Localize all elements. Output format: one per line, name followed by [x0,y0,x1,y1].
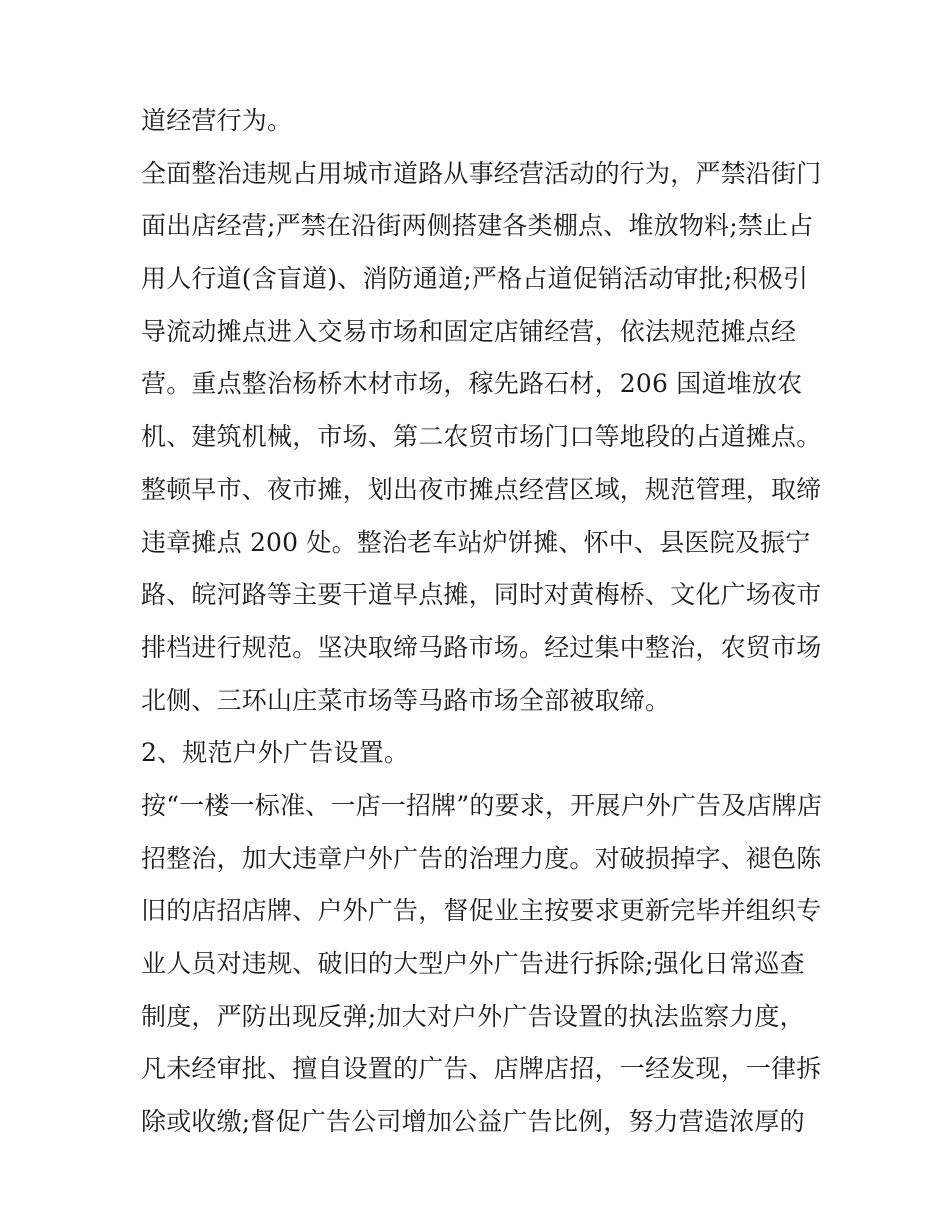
text-line: 机、建筑机械，市场、第二农贸市场门口等地段的占道摊点。 [141,422,822,452]
text-line: 制度，严防出现反弹;加大对户外广告设置的执法监察力度， [141,1001,805,1031]
text-line: 违章摊点 200 处。整治老车站炉饼摊、怀中、县医院及振宁 [141,527,811,557]
text-line: 用人行道(含盲道)、消防通道;严格占道促销活动审批;积极引 [141,264,809,294]
text-line: 路、皖河路等主要干道早点摊，同时对黄梅桥、文化广场夜市 [141,580,822,610]
text-line: 导流动摊点进入交易市场和固定店铺经营，依法规范摊点经 [141,316,797,346]
text-line: 凡未经审批、擅自设置的广告、店牌店招，一经发现，一律拆 [141,1054,822,1084]
section-heading: 2、规范户外广告设置。 [141,738,410,768]
text-line: 按“一楼一标准、一店一招牌”的要求，开展户外广告及店牌店 [141,790,823,820]
text-line: 北侧、三环山庄菜市场等马路市场全部被取缔。 [141,685,671,715]
text-line: 旧的店招店牌、户外广告，督促业主按要求更新完毕并组织专 [141,896,822,926]
text-line: 道经营行为。 [141,106,293,135]
text-line: 业人员对违规、破旧的大型户外广告进行拆除;强化日常巡查 [141,949,805,978]
text-line: 招整治，加大违章户外广告的治理力度。对破损掉字、褪色陈 [141,843,822,873]
text-line: 面出店经营;严禁在沿街两侧搭建各类棚点、堆放物料;禁止占 [141,211,814,241]
text-line: 排档进行规范。坚决取缔马路市场。经过集中整治，农贸市场 [141,632,822,662]
text-line: 全面整治违规占用城市道路从事经营活动的行为，严禁沿街门 [141,158,822,188]
text-line: 除或收缴;督促广告公司增加公益广告比例，努力营造浓厚的 [141,1107,805,1137]
document-body [141,108,821,1162]
text-line: 营。重点整治杨桥木材市场，稼先路石材，206 国道堆放农 [141,369,803,399]
text-line: 整顿早市、夜市摊，划出夜市摊点经营区域，规范管理，取缔 [141,474,822,504]
